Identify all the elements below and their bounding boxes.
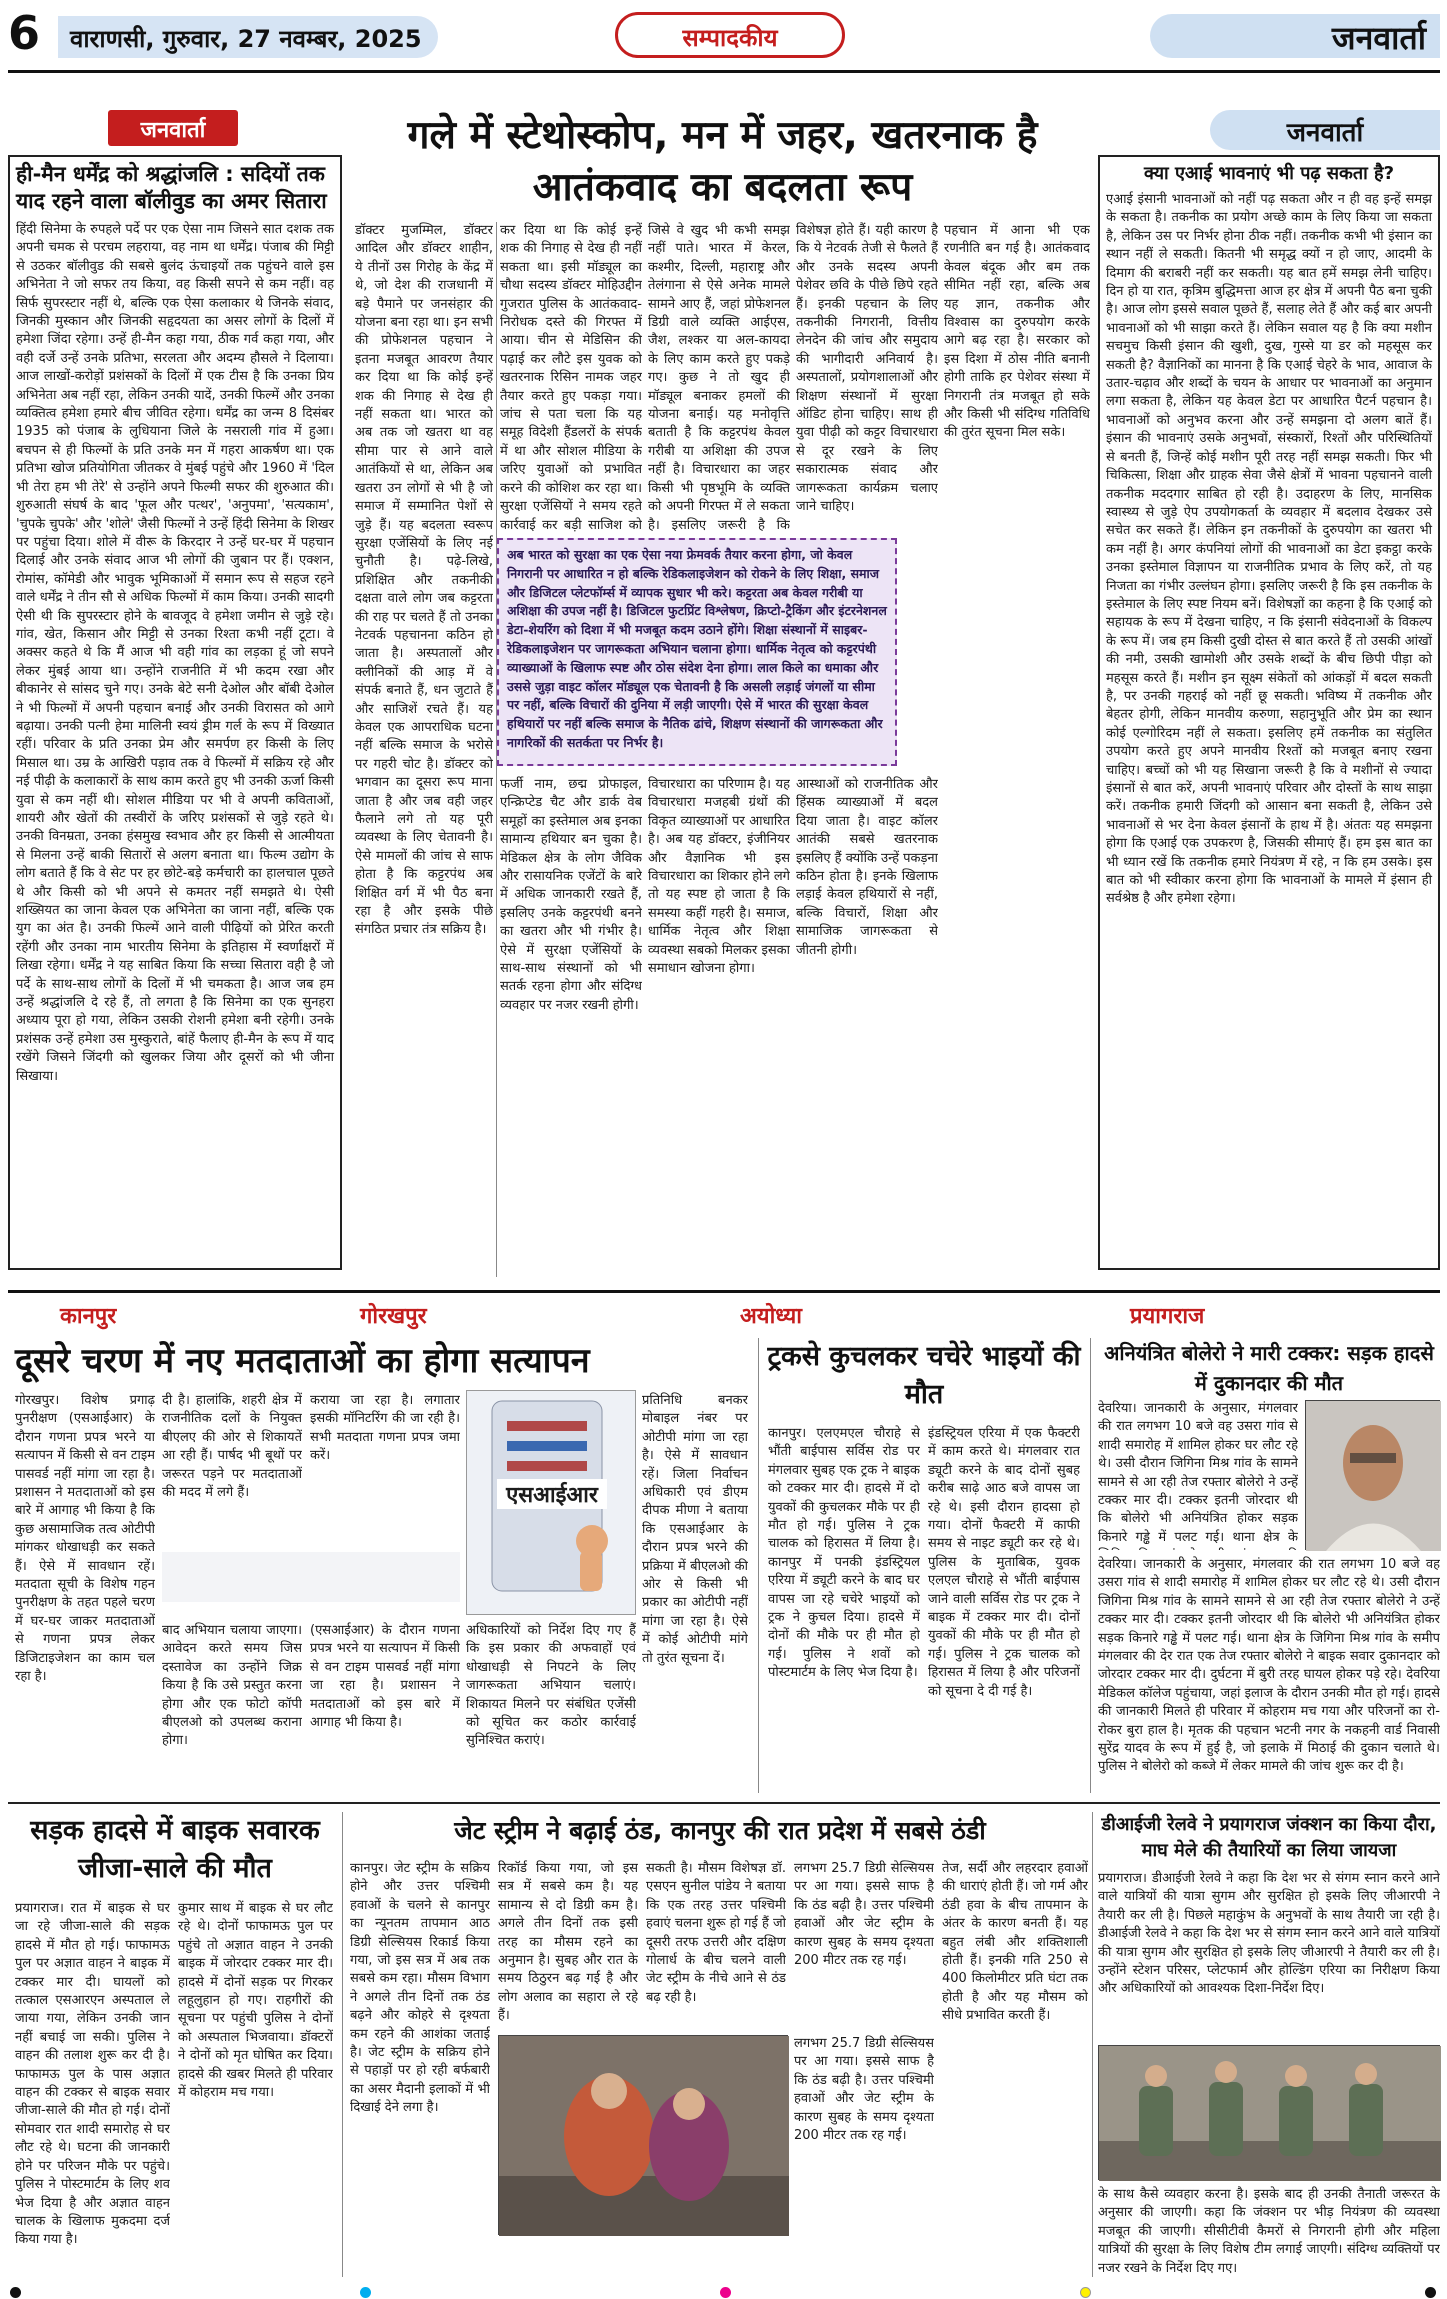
voters-headline: दूसरे चरण में नए मतदाताओं का होगा सत्यापन [15, 1341, 590, 1381]
registration-dot [360, 2287, 371, 2298]
truck-col-2: इंडस्ट्रियल एरिया में एक फैक्टरी में काम करते थे। मंगलवार रात ड्यूटी करने के बाद दोनों सुबह करीब साढ़े आठ बजे वापस जा रहे थे। इसी दौरान हादसा हो गया। दोनों फैक्टरी में काफी समय से नाइट ड्यूटी कर रहे थे। पुलिस के मुताबिक, युवक एलएल चौराहे से भौंती बाईपास जाने वाली सर्विस रोड पर ट्रक ने बाइक में टक्कर मार दी। दोनों युवकों की मौके पर ही मौत हो गई। पुलिस ने ट्रक चालक को हिरासत में लिया है और परिजनों को सूचना दे दी गई है। [928, 1426, 1080, 1699]
city-rule [8, 1290, 1440, 1293]
sir-graphic [466, 1390, 636, 1615]
sir-label: एसआईआर [497, 1479, 607, 1509]
editorial-headline: गले में स्टेथोस्कोप, मन में जहर, खतरनाक है आतंकवाद का बदलता रूप [407, 113, 1038, 210]
voters-col-2: दी है। हालांकि, शहरी क्षेत्र में राजनीतिक दलों के नियुक्त बीएलए की ओर से शिकायतें आ रही हैं। पार्षद भी बूथों पर जरूरत पड़ने पर मतदाताओं की मदद में लगे हैं। [162, 1393, 302, 1501]
city-tab-ayodhya: अयोध्या [740, 1304, 802, 1329]
cold-photo [498, 2035, 788, 2235]
voters-bottom-3: अधिकारियों को निर्देश दिए गए हैं कि इस प्रकार की अफवाहों एवं धोखाधड़ी से निपटने के लिए जागरूकता अभियान चलाएं। शिकायत मिलने पर संबंधित एजेंसी को सूचित कर कठोर कार्रवाई सुनिश्चित कराएं। [466, 1623, 636, 1749]
cold-col-2: रिकॉर्ड किया गया, जो इस सत्र में सबसे कम है। यह सामान्य से दो डिग्री कम है। अगले तीन दिनों तक इसी तरह का मौसम रहने का अनुमान है। सुबह और रात के समय ठिठुरन बढ़ गई है और लोग अलाव का सहारा ले रहे हैं। [498, 1861, 638, 2024]
left-column-box [8, 155, 342, 1270]
portrait-icon [1306, 1401, 1441, 1551]
editorial-pull-quote: अब भारत को सुरक्षा का एक ऐसा नया फ्रेमवर्क तैयार करना होगा, जो केवल निगरानी पर आधारित न हो बल्कि रेडिकलाइजेशन को रोकने के लिए शिक्षा, समाज और डिजिटल प्लेटफॉर्म्स में व्यापक सुधार भी करे। कट्टरता अब केवल गरीबी या अशिक्षा की उपज नहीं है। डिजिटल फुटप्रिंट विश्लेषण, क्रिप्टो-ट्रैकिंग और इंटरनेशनल डेटा-शेयरिंग को दिशा में भी मजबूत कदम उठाने होंगे। शिक्षा संस्थानों में साइबर-रेडिकलाइजेशन पर जागरूकता अभियान चलाना होगा। धार्मिक नेतृत्व को कट्टरपंथी व्याख्याओं के खिलाफ स्पष्ट और ठोस संदेश देना होगा। लाल किले का धमाका और उससे जुड़ा वाइट कॉलर मॉड्यूल एक चेतावनी है कि असली लड़ाई जंगलों या सीमा पर नहीं, बल्कि विचारों की दुनिया में लड़ी जाएगी। ऐसे में भारत की सुरक्षा केवल हथियारों पर नहीं बल्कि समाज के नैतिक ढांचे, शिक्षण संस्थानों की जागरूकता और नागरिकों की सतर्कता पर निर्भर है। [497, 538, 897, 766]
voters-bottom-1: बाद अभियान चलाया जाएगा। आवेदन करते समय जिस दस्तावेज का उन्होंने जिक्र किया है कि उसे प्रस्तुत करना होगा और एक फोटो कॉपी बीएलओ को उपलब्ध कराना होगा। [162, 1623, 302, 1749]
right-column-title: क्या एआई भावनाएं भी पढ़ सकता है? [1143, 163, 1395, 184]
city-tab-kanpur: कानपुर [60, 1304, 117, 1329]
section-name: सम्पादकीय [615, 12, 845, 58]
voters-col-3: कराया जा रहा है। लगातार इसकी मॉनिटरिंग की जा रही है। सभी मतदाता गणना प्रपत्र जमा करें। [310, 1393, 460, 1464]
dig-body: प्रयागराज। डीआईजी रेलवे ने कहा कि देश भर से संगम स्नान करने आने वाले यात्रियों की यात्रा सुगम और सुरक्षित हो इसके लिए जीआरपी ने तैयारी कर ली है। पिछले महाकुंभ के अनुभवों के साथ तैयारी जा रही है। डीआईजी रेलवे ने कहा कि देश भर से संगम स्नान करने आने वाले यात्रियों की यात्रा सुगम और सुरक्षित हो इसके लिए जीआरपी ने तैयारी कर ली है। उन्होंने स्टेशन परिसर, प्लेटफार्म और होल्डिंग एरिया का निरीक्षण किया और अधिकारियों को आवश्यक दिशा-निर्देश दिए। [1098, 1871, 1440, 1997]
registration-dot [1425, 2287, 1436, 2298]
voters-col-4: प्रतिनिधि बनकर मोबाइल नंबर पर ओटीपी मांगा जा रहा है। ऐसे में सावधान रहें। जिला निर्वाचन अधिकारी एवं डीएम दीपक मीणा ने बताया कि एसआईआर के दौरान प्रपत्र भरने की प्रक्रिया में बीएलओ की ओर से किसी भी प्रकार का ओटीपी नहीं मांगा जा रहा है। ऐसे में कोई ओटीपी मांगे तो तुरंत सूचना दें। [642, 1393, 748, 1666]
bike-col-1: प्रयागराज। रात में बाइक से घर जा रहे जीजा-साले की सड़क हादसे में मौत हो गई। फाफामऊ पुल पर अज्ञात वाहन ने बाइक में टक्कर मार दी। घायलों को तत्काल एसआरएन अस्पताल ले जाया गया, लेकिन उनकी जान नहीं बचाई जा सकी। पुलिस ने वाहन की तलाश शुरू कर दी है। फाफामऊ पुल के पास अज्ञात वाहन की टक्कर से बाइक सवार जीजा-साले की मौत हो गई। दोनों सोमवार रात शादी समारोह से घर लौट रहे थे। घटना की जानकारी होने पर परिजन मौके पर पहुंचे। पुलिस ने पोस्टमार्टम के लिए शव भेज दिया है और अज्ञात वाहन चालक के खिलाफ मुकदमा दर्ज किया गया है। [15, 1901, 170, 2248]
editorial-col-5: पहचान में आना भी एक रणनीति बन गई है। आतंकवाद केवल बंदूक और बम तक सीमित नहीं रहा, बल्कि अब यह ज्ञान, तकनीक और विश्वास का दुरुपयोग करके आगे बढ़ रहा है। सरकार को इस दिशा में ठोस नीति बनानी होगी ताकि हर पेशेवर संस्था में निगरानी तंत्र मजबूत हो सके और किसी भी संदिग्ध गतिविधि की तुरंत सूचना मिल सके। [944, 223, 1090, 441]
left-column-body: हिंदी सिनेमा के रुपहले पर्दे पर एक ऐसा नाम जिसने सात दशक तक अपनी चमक से परचम लहराया, वह नाम था धर्मेंद्र। पंजाब की मिट्टी से उठकर बॉलीवुड की सबसे बुलंद ऊंचाइयों तक पहुंचने वाले इस अभिनेता ने जो सफर तय किया, वह किसी सपने से कम नहीं। वह सिर्फ सुपरस्टार नहीं थे, बल्कि एक ऐसा कलाकार थे जिनके संवाद, जिनकी मुस्कान और जिनकी सहृदयता का असर लोगों के दिलों में हमेशा जिंदा रहेगा। उन्हें ही-मैन कहा गया, ठीक गर्व कहा गया, और वही दर्जे उन्हें उनके प्रतिभा, सरलता और अदम्य हौसले ने दिलाया। आज लाखों-करोड़ों प्रशंसकों के दिलों में एक टीस है कि उनका प्रिय अभिनेता अब नहीं रहा, लेकिन उनकी यादें, उनकी फिल्में और उनका व्यक्तित्व हमेशा हमारे बीच जीवित रहेगा। धर्मेंद्र का जन्म 8 दिसंबर 1935 को पंजाब के लुधियाना जिले के नसराली गांव में हुआ। बचपन से ही फिल्मों के प्रति उनके मन में गहरा आकर्षण था। एक प्रतिभा खोज प्रतियोगिता जीतकर वे मुंबई पहुंचे और 1960 में 'दिल भी तेरा हम भी तेरे' से उन्होंने अपने फिल्मी सफर की शुरुआत की। शुरुआती संघर्ष के बाद 'फूल और पत्थर', 'अनुपमा', 'सत्यकाम', 'चुपके चुपके' और 'शोले' जैसी फिल्मों ने उन्हें हिंदी सिनेमा के शिखर पर पहुंचा दिया। शोले में वीरू के किरदार ने उन्हें घर-घर में पहचान दिलाई और उनके संवाद आज भी लोगों की जुबान पर हैं। एक्शन, रोमांस, कॉमेडी और भावुक भूमिकाओं में समान रूप से सहज रहने वाले धर्मेंद्र ने तीन सौ से अधिक फिल्मों में काम किया। उनकी सादगी ऐसी थी कि सुपरस्टार होने के बावजूद वे हमेशा जमीन से जुड़े रहे। गांव, खेत, किसान और मिट्टी से उनका रिश्ता कभी नहीं टूटा। वे अक्सर कहते थे कि मैं आज भी वही गांव का लड़का हूं जो सपने लेकर मुंबई आया था। उन्होंने राजनीति में भी कदम रखा और बीकानेर से सांसद चुने गए। उनके बेटे सनी देओल और बॉबी देओल ने भी फिल्मों में अपनी पहचान बनाई और उनकी विरासत को आगे बढ़ाया। उनकी पत्नी हेमा मालिनी स्वयं ड्रीम गर्ल के रूप में विख्यात रहीं। परिवार के प्रति उनका प्रेम और समर्पण हर किसी के लिए मिसाल था। उम्र के आखिरी पड़ाव तक वे फिल्मों में सक्रिय रहे और नई पीढ़ी के कलाकारों के साथ काम करते हुए भी उनकी ऊर्जा किसी युवा से कम नहीं थी। सोशल मीडिया पर भी वे अपनी कविताओं, शायरी और खेतों की तस्वीरों के जरिए प्रशंसकों से जुड़े रहते थे। उनकी विनम्रता, उनका हंसमुख स्वभाव और हर किसी से आत्मीयता से मिलना उन्हें बाकी सितारों से अलग बनाता था। फिल्म उद्योग के लोग बताते हैं कि वे सेट पर हर छोटे-बड़े कर्मचारी का हालचाल पूछते थे और किसी को भी अपने से कमतर नहीं समझते थे। ऐसी शख्सियत का जाना केवल एक अभिनेता का जाना नहीं, बल्कि एक युग का अंत है। उनकी फिल्में आने वाली पीढ़ियों को प्रेरित करती रहेंगी और उनका नाम भारतीय सिनेमा के इतिहास में स्वर्णाक्षरों में लिखा रहेगा। धर्मेंद्र ने यह साबित किया कि सच्चा सितारा वही है जो पर्दे के साथ-साथ लोगों के दिलों में भी चमकता है। आज जब हम उन्हें श्रद्धांजलि दे रहे हैं, तो लगता है कि सिनेमा का एक सुनहरा अध्याय पूरा हो गया, लेकिन उसकी रोशनी हमेशा बनी रहेगी। उनके प्रशंसक उन्हें हमेशा उस मुस्कुराते, बांहें फैलाए ही-मैन के रूप में याद रखेंगे जिसने जिंदगी को खुलकर जिया और दूसरों को भी जीना सिखाया। [16, 222, 335, 1084]
registration-dot [720, 2287, 731, 2298]
officials-group-icon [1099, 2046, 1441, 2181]
victim-photo [1305, 1400, 1440, 1550]
cold-col-1: कानपुर। जेट स्ट्रीम के सक्रिय होने और उत्तर पश्चिमी हवाओं के चलने से कानपुर का न्यूनतम तापमान आठ डिग्री सेल्सियस रिकार्ड किया गया, जो इस सत्र में अब तक सबसे कम रहा। मौसम विभाग ने अगले तीन दिनों तक ठंड बढ़ने और कोहरे से दृश्यता कम रहने की आशंका जताई है। जेट स्ट्रीम के सक्रिय होने से पहाड़ों पर हो रही बर्फबारी का असर मैदानी इलाकों में भी दिखाई देने लगा है। [350, 1861, 490, 2116]
right-column-body: एआई इंसानी भावनाओं को नहीं पढ़ सकता और न ही वह इन्हें समझ के सकता है। तकनीक का प्रयोग अच्छे काम के लिए किया जा सकता है, लेकिन उस पर निर्भर होना ठीक नहीं। तकनीक कभी भी इंसान का स्थान नहीं ले सकती। कितनी भी समृद्ध क्यों न हो जाए, आदमी के दिमाग की बराबरी नहीं कर सकती। यह बात हमें समझ लेनी चाहिए। दिन हो या रात, कृत्रिम बुद्धिमत्ता आज हर क्षेत्र में अपनी पैठ बना चुकी है। आज लोग इससे सवाल पूछते हैं, सलाह लेते हैं और कई बार अपनी भावनाओं को भी साझा करते हैं। लेकिन सवाल यह है कि क्या मशीन सचमुच किसी इंसान की खुशी, दुख, गुस्से या डर को महसूस कर सकती है? वैज्ञानिकों का मानना है कि एआई चेहरे के भाव, आवाज के उतार-चढ़ाव और शब्दों के चयन के आधार पर भावनाओं का अनुमान लगा सकता है, लेकिन यह केवल डेटा पर आधारित पैटर्न पहचान है। भावनाओं को अनुभव करना और उन्हें समझना दो अलग बातें हैं। इंसान की भावनाएं उसके अनुभवों, संस्कारों, रिश्तों और परिस्थितियों से बनती हैं, जिन्हें कोई मशीन पूरी तरह नहीं समझ सकती। फिर भी चिकित्सा, शिक्षा और ग्राहक सेवा जैसे क्षेत्रों में भावना पहचानने वाली तकनीक मददगार साबित हो रही है। उदाहरण के लिए, मानसिक स्वास्थ्य से जुड़े ऐप उपयोगकर्ता के व्यवहार में बदलाव देखकर उसे सचेत कर सकते हैं। लेकिन इन तकनीकों के दुरुपयोग का खतरा भी कम नहीं है। अगर कंपनियां लोगों की भावनाओं का डेटा इकट्ठा करके उनका इस्तेमाल विज्ञापन या राजनीतिक प्रभाव के लिए करें, तो यह निजता का गंभीर उल्लंघन होगा। इसलिए जरूरी है कि इस तकनीक के इस्तेमाल के लिए स्पष्ट नियम बनें। विशेषज्ञों का कहना है कि एआई को सहायक के रूप में देखना चाहिए, न कि इंसानी संवेदनाओं के विकल्प के रूप में। जब हम किसी दुखी दोस्त से बात करते हैं तो उसकी आंखों की नमी, उसकी खामोशी और उसके शब्दों के बीच छिपी पीड़ा को महसूस करते हैं। मशीन इन सूक्ष्म संकेतों को आंकड़ों में बदल सकती है, पर उनकी गहराई को नहीं छू सकती। भविष्य में तकनीक और बेहतर होगी, लेकिन मानवीय करुणा, सहानुभूति और प्रेम का स्थान कोई एल्गोरिदम नहीं ले सकता। इसलिए हमें तकनीक का संतुलित उपयोग करते हुए अपने मानवीय रिश्तों को मजबूत बनाए रखना चाहिए। बच्चों को भी यह सिखाना जरूरी है कि वे मशीनों से ज्यादा इंसानों से बात करें, अपनी भावनाएं परिवार और दोस्तों के साथ साझा करें। तकनीक हमारी जिंदगी को आसान बना सकती है, लेकिन उसे भावनाओं से भर देना केवल इंसानों के हाथ में है। अंततः यह समझना होगा कि एआई एक उपकरण है, जिसकी सीमाएं हैं। हम इस बात का भी ध्यान रखें कि तकनीक हमारे नियंत्रण में रहे, न कि हम उसके। इस बात को भी स्वीकार करना होगा कि भावनाओं के मामले में इंसान ही सर्वश्रेष्ठ है और हमेशा रहेगा। [1106, 192, 1432, 907]
voters-col-1: गोरखपुर। विशेष प्रगाढ़ पुनरीक्षण (एसआईआर) के दौरान गणना प्रपत्र भरने या सत्यापन में किसी से वन टाइम पासवर्ड नहीं मांगा जा रहा है। प्रशासन ने मतदाताओं को इस बारे में आगाह भी किया है कि कुछ असामाजिक तत्व ओटीपी मांगकर धोखाधड़ी कर सकते हैं। ऐसे में सावधान रहें। मतदाता सूची के विशेष गहन पुनरीक्षण के तहत पहले चरण में घर-घर जाकर मतदाताओं से गणना प्रपत्र लेकर डिजिटाइजेशन का काम चल रहा है। [15, 1393, 155, 1685]
bike-headline: सड़क हादसे में बाइक सवारक जीजा-साले की मौत [30, 1815, 320, 1884]
city-tab-gorakhpur: गोरखपुर [360, 1304, 427, 1329]
left-column-title: ही-मैन धर्मेंद्र को श्रद्धांजलि : सदियों तक याद रहने वाला बॉलीवुड का अमर सितारा [16, 162, 327, 213]
bolero-body: देवरिया। जानकारी के अनुसार, मंगलवार की रात लगभग 10 बजे वह उसरा गांव से शादी समारोह में शामिल होकर घर लौट रहे थे। उसी दौरान जिगिना मिश्र गांव के सामने सामने से आ रही तेज रफ्तार बोलेरो ने उन्हें टक्कर मार दी। टक्कर इतनी जोरदार थी कि बोलेरो भी अनियंत्रित होकर सड़क किनारे गड्ढे में पलट गई। थाना क्षेत्र के जिगिना मिश्र गांव के समीप मंगलवार की देर रात एक तेज रफ्तार बोलेरो ने बाइक सवार दुकानदार को जोरदार टक्कर मार दी। दुर्घटना में बुरी तरह घायल होकर पड़े रहे। देवरिया मेडिकल कॉलेज पहुंचाया, जहां इलाज के दौरान उनकी मौत हो गई। हादसे की जानकारी मिलते ही परिवार में कोहराम मच गया और परिजनों का रो-रोकर बुरा हाल है। मृतक की पहचान भटनी नगर के नकहनी वार्ड निवासी सुरेंद्र यादव के रूप में हुई है, जो इलाके में मिठाई की दुकान चलाते थे। पुलिस ने बोलेरो को कब्जे में लेकर मामले की जांच शुरू कर दी है। [1098, 1557, 1440, 1775]
voters-spacer [162, 1552, 460, 1602]
editorial-col-3b: विचारधारा का परिणाम है। यह विचारधारा मजहबी ग्रंथों की विकृत व्याख्याओं पर आधारित है। अब यह डॉक्टर, इंजीनियर और वैज्ञानिक भी इस विचारधारा का शिकार होने लगे तो यह स्पष्ट हो जाता है कि समस्या कहीं गहरी है। समाज, धार्मिक नेतृत्व और शिक्षा व्यवस्था सबको मिलकर इसका समाधान खोजना होगा। [648, 777, 790, 977]
date-bar: वाराणसी, गुरुवार, 27 नवम्बर, 2025 [58, 16, 438, 58]
section-rule [8, 1802, 1440, 1804]
right-column-box [1098, 155, 1440, 1270]
editorial-col-4: विशेषज्ञ होते हैं। यही कारण है कि ये नेटवर्क तेजी से फैलते हैं और उनके सदस्य अपनी पेशेवर छवि के पीछे छिपे रहते हैं। इनकी पहचान के लिए तकनीकी निगरानी, वित्तीय लेनदेन की जांच और समुदाय की भागीदारी अनिवार्य है। अस्पतालों, प्रयोगशालाओं और शिक्षण संस्थानों में सुरक्षा ऑडिट होना चाहिए। साथ ही युवा पीढ़ी को कट्टर विचारधारा से दूर रखने के लिए सकारात्मक संवाद और जागरूकता कार्यक्रम चलाए जाने चाहिए। [796, 223, 938, 515]
truck-headline: ट्रकसे कुचलकर चचेरे भाइयों की मौत [767, 1341, 1081, 1410]
editorial-col-3: जिसे वे खुद भी कभी समझ नहीं पाते। भारत में केरल, कश्मीर, दिल्ली, महाराष्ट्र और तेलंगाना से ऐसे अनेक मामले सामने आए हैं, जहां प्रोफेशनल डिग्री वाले व्यक्ति आईएस, जैश, लश्कर या अल-कायदा के लिए काम करते हुए पकड़े गए। कुछ ने तो खुद ही मॉड्यूल बनाकर हमलों की योजना बनाई। यह मनोवृत्ति बताती है कि कट्टरपंथ केवल गरीबी या अशिक्षा की उपज नहीं है। विचारधारा का जहर किसी भी पृष्ठभूमि के व्यक्ति को अपनी गिरफ्त में ले सकता है। इसलिए जरूरी है कि [648, 223, 790, 532]
dig-photo [1098, 2045, 1440, 2180]
column-divider [1090, 1338, 1091, 1793]
column-divider [1092, 1812, 1093, 2277]
page-number: 6 [8, 6, 41, 60]
cold-headline: जेट स्ट्रीम ने बढ़ाई ठंड, कानपुर की रात प्रदेश में सबसे ठंडी [454, 1816, 986, 1845]
dig-headline: डीआईजी रेलवे ने प्रयागराज जंक्शन का किया दौरा, माघ मेले की तैयारियों का लिया जायजा [1101, 1814, 1437, 1861]
left-column-label: जनवार्ता [108, 110, 238, 146]
print-registration-strip [0, 2284, 1447, 2299]
brand-logo: जनवार्ता [1150, 14, 1440, 58]
voters-bottom-2: (एसआईआर) के दौरान गणना प्रपत्र भरने या सत्यापन में किसी से वन टाइम पासवर्ड नहीं मांगा जा रहा है। प्रशासन ने मतदाताओं को इस बारे में आगाह भी किया है। [310, 1623, 460, 1731]
editorial-col-4b: आस्थाओं को राजनीतिक और हिंसक व्याख्याओं में बदल दिया जाता है। वाइट कॉलर आतंकी सबसे खतरनाक इसलिए हैं क्योंकि उन्हें पकड़ना कठिन होता है। इनके खिलाफ लड़ाई केवल हथियारों से नहीं, बल्कि विचारों, शिक्षा और सामाजिक जागरूकता से जीतनी होगी। [796, 777, 938, 958]
cold-col-3: सकती है। मौसम विशेषज्ञ डॉ. एसएन सुनील पांडेय ने बताया कि एक तरह उत्तर पश्चिमी हवाएं चलना शुरू हो गई हैं जो दूसरी तरफ उत्तरी और दक्षिण गोलार्ध के बीच चलने वाली जेट स्ट्रीम के नीचे आने से ठंड बढ़ रही है। [646, 1861, 786, 2005]
bolero-headline: अनियंत्रित बोलेरो ने मारी टक्कर: सड़क हादसे में दुकानदार की मौत [1104, 1341, 1434, 1395]
dig-body-2: के साथ कैसे व्यवहार करना है। इसके बाद ही उनकी तैनाती जरूरत के अनुसार की जाएगी। कहा कि जंक्शन पर भीड़ नियंत्रण की व्यवस्था मजबूत की जाएगी। सीसीटीवी कैमरों से निगरानी होगी और महिला यात्रियों की सुरक्षा के लिए विशेष टीम लगाई जाएगी। संदिग्ध व्यक्तियों पर नजर रखने के निर्देश दिए गए। [1098, 2187, 1440, 2276]
editorial-col-2: कर दिया था कि कोई इन्हें शक की निगाह से देख ही नहीं सकता था। इसी मॉड्यूल का चौथा सदस्य डॉक्टर मोहिउद्दीन गुजरात पुलिस के आतंकवाद-निरोधक दस्ते की गिरफ्त में आया। चीन से मेडिसिन की पढ़ाई कर लौटे इस युवक को खतरनाक रिसिन नामक जहर तैयार करते हुए पकड़ा गया। जांच से पता चला कि यह समूह विदेशी हैंडलरों के संपर्क में था और सोशल मीडिया के जरिए युवाओं को प्रभावित करने की कोशिश कर रहा था। सुरक्षा एजेंसियों ने समय रहते कार्रवाई कर बड़ी साजिश को [500, 223, 642, 532]
cold-scene-icon [499, 2036, 789, 2236]
column-divider [342, 1812, 343, 2277]
header-rule [8, 70, 1440, 73]
right-brand-logo: जनवार्ता [1210, 110, 1440, 150]
column-divider [758, 1338, 759, 1793]
registration-dot [1080, 2287, 1091, 2298]
bolero-body-top: देवरिया। जानकारी के अनुसार, मंगलवार की रात लगभग 10 बजे वह उसरा गांव से शादी समारोह में शामिल होकर घर लौट रहे थे। उसी दौरान जिगिना मिश्र गांव के सामने सामने से आ रही तेज रफ्तार बोलेरो ने उन्हें टक्कर मार दी। टक्कर इतनी जोरदार थी कि बोलेरो भी अनियंत्रित होकर सड़क किनारे गड्ढे में पलट गई। थाना क्षेत्र के [1098, 1401, 1298, 1545]
editorial-col-1: डॉक्टर मुजम्मिल, डॉक्टर आदिल और डॉक्टर शाहीन, ये तीनों उस गिरोह के केंद्र में थे, जो देश की राजधानी में बड़े पैमाने पर जनसंहार की योजना बना रहा था। इन सभी की प्रोफेशनल पहचान ने इतना मजबूत आवरण तैयार कर दिया था कि कोई इन्हें शक की निगाह से देख ही नहीं सकता था। भारत को अब तक जो खतरा था वह सीमा पार से आने वाले आतंकियों से था, लेकिन अब खतरा उन लोगों से भी है जो समाज में सम्मानित पेशों से जुड़े हैं। यह बदलता स्वरूप सुरक्षा एजेंसियों के लिए नई चुनौती है। पढ़े-लिखे, प्रशिक्षित और तकनीकी दक्षता वाले लोग जब कट्टरता की राह पर चलते हैं तो उनका नेटवर्क पहचानना कठिन हो जाता है। अस्पतालों और क्लीनिकों की आड़ में वे संपर्क बनाते हैं, धन जुटाते हैं और साजिशें रचते हैं। यह केवल एक आपराधिक घटना नहीं बल्कि समाज के भरोसे पर गहरी चोट है। डॉक्टर को भगवान का दूसरा रूप माना जाता है और जब वही जहर फैलाने लगे तो यह पूरी व्यवस्था के लिए चेतावनी है। ऐसे मामलों की जांच से साफ होता है कि कट्टरपंथ अब शिक्षित वर्ग में भी पैठ बना रहा है और इसके पीछे संगठित प्रचार तंत्र सक्रिय है। [355, 223, 493, 938]
cold-col-4: लगभग 25.7 डिग्री सेल्सियस पर आ गया। इससे साफ है कि ठंड बढ़ी है। उत्तर पश्चिमी हवाओं और जेट स्ट्रीम के कारण सुबह के समय दृश्यता 200 मीटर तक रह गई। [794, 1861, 934, 1969]
truck-col-1: कानपुर। एलएमएल चौराहे से भौंती बाईपास सर्विस रोड पर मंगलवार सुबह एक ट्रक ने बाइक को टक्कर मार दी। हादसे में दो युवकों की कुचलकर मौके पर ही मौत हो गई। पुलिस ने ट्रक चालक को हिरासत में लिया है। कानपुर में पनकी इंडस्ट्रियल एरिया में ड्यूटी करने के बाद घर वापस जा रहे चचेरे भाइयों को ट्रक ने कुचल दिया। हादसे में दोनों की मौके पर ही मौत हो गई। पुलिस ने शवों को पोस्टमार्टम के लिए भेज दिया है। [768, 1426, 920, 1681]
editorial-col-2b: फर्जी नाम, छद्म प्रोफाइल, एन्क्रिप्टेड चैट और डार्क वेब समूहों का इस्तेमाल अब इनका सामान्य हथियार बन चुका है। मेडिकल क्षेत्र के लोग जैविक और रासायनिक एजेंटों के बारे में अधिक जानकारी रखते हैं, इसलिए उनके कट्टरपंथी बनने का खतरा और भी गंभीर है। ऐसे में सुरक्षा एजेंसियों के साथ-साथ संस्थानों को भी सतर्क रहना होगा और संदिग्ध व्यवहार पर नजर रखनी होगी। [500, 777, 642, 1013]
cold-col-4-cont: लगभग 25.7 डिग्री सेल्सियस पर आ गया। इससे साफ है कि ठंड बढ़ी है। उत्तर पश्चिमी हवाओं और जेट स्ट्रीम के कारण सुबह के समय दृश्यता 200 मीटर तक रह गई। [794, 2036, 934, 2144]
bike-col-2: कुमार साथ में बाइक से घर लौट रहे थे। दोनों फाफामऊ पुल पर पहुंचे तो अज्ञात वाहन ने उनकी बाइक में जोरदार टक्कर मार दी। हादसे में दोनों सड़क पर गिरकर लहूलुहान हो गए। राहगीरों की सूचना पर पहुंची पुलिस ने दोनों को अस्पताल भिजवाया। डॉक्टरों ने दोनों को मृत घोषित कर दिया। हादसे की खबर मिलते ही परिवार में कोहराम मच गया। [178, 1901, 333, 2101]
city-tab-prayagraj: प्रयागराज [1130, 1304, 1205, 1329]
cold-col-5: तेज, सर्दी और लहरदार हवाओं की धाराएं होती हैं। जो गर्म और ठंडी हवा के बीच तापमान के अंतर के कारण बनती हैं। यह बहुत लंबी और शक्तिशाली होती हैं। इनकी गति 250 से 400 किलोमीटर प्रति घंटा तक होती है और यह मौसम को सीधे प्रभावित करती हैं। [942, 1861, 1088, 2024]
registration-dot [10, 2287, 21, 2298]
